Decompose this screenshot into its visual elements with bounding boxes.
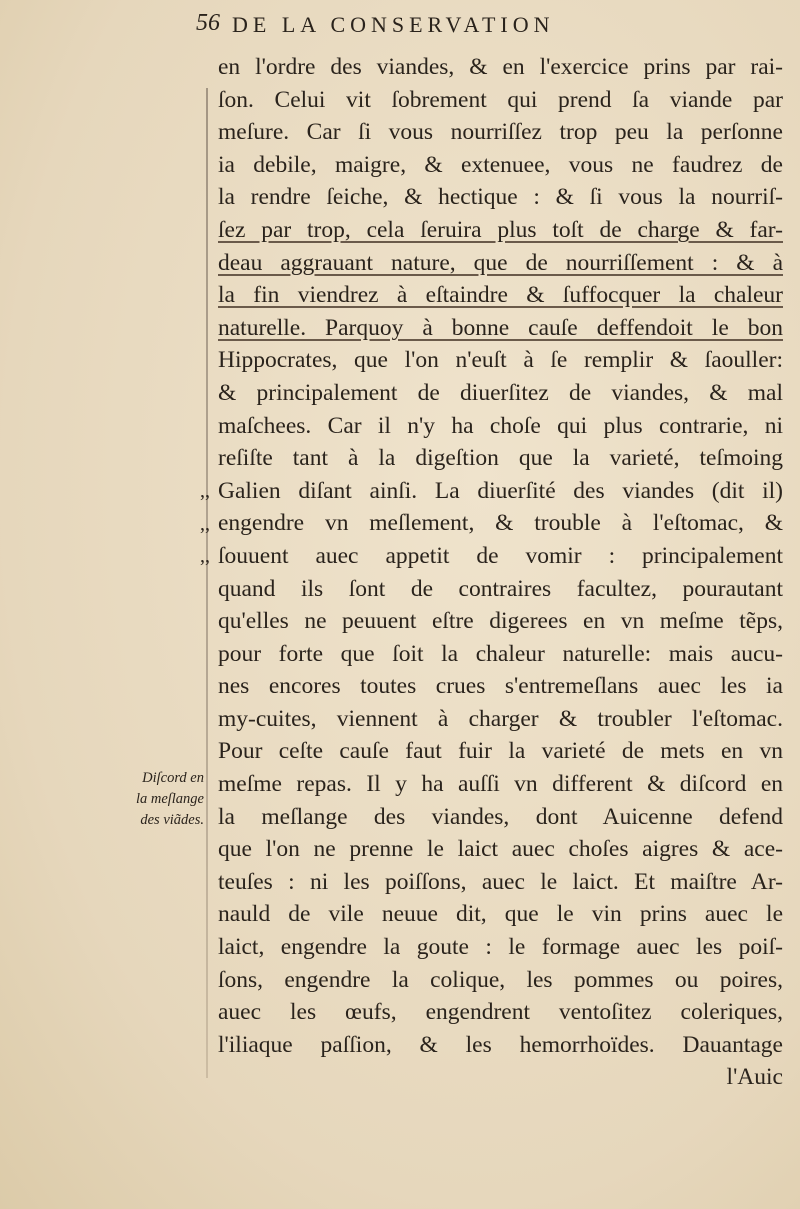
text-line: & principalement de diuerſitez de viandes, & mal: [218, 379, 783, 406]
marginal-note-line: la meſlange: [135, 791, 204, 807]
text-line: nauld de vile neuue dit, que le vin prins auec le: [218, 901, 783, 928]
text-line: deau aggrauant nature, que de nourriſſement : & à: [218, 249, 783, 276]
quote-marks: [176, 475, 210, 573]
text-line: quand ils ſont de contraires facultez, pourautant: [218, 575, 783, 602]
text-line: en l'ordre des viandes, & en l'exercice prins par rai-: [218, 54, 783, 80]
text-line: la rendre ſeiche, & hectique : & ſi vous la nourriſ-: [218, 184, 783, 211]
text-line: la meſlange des viandes, dont Auicenne defend: [218, 803, 783, 830]
text-line: maſchees. Car il n'y ha choſe qui plus contrarie, ni: [218, 412, 783, 439]
text-line: ſon. Celui vit ſobrement qui prend ſa viande par: [218, 86, 783, 113]
quote-mark: ,,: [200, 480, 210, 502]
text-line: ia debile, maigre, & extenuee, vous ne faudrez de: [218, 151, 783, 178]
text-line: ſouuent auec appetit de vomir : principalement: [218, 542, 783, 569]
text-line: la fin viendrez à eſtaindre & ſuffocquer la chaleur: [218, 282, 783, 309]
text-line: Galien diſant ainſi. La diuerſité des viandes (dit il): [218, 477, 783, 504]
page-header: [196, 10, 716, 44]
text-line: laict, engendre la goute : le formage auec les poiſ-: [218, 934, 783, 961]
text-line: meſure. Car ſi vous nourriſſez trop peu la perſonne: [218, 119, 783, 146]
running-head: DE LA CONSERVATION: [232, 12, 555, 37]
text-line: ſons, engendre la colique, les pommes ou poires,: [218, 966, 783, 993]
text-line: nes encores toutes crues s'entremeſlans auec les ia: [218, 673, 783, 700]
text-line: teuſes : ni les poiſſons, auec le laict. Et maiſtre Ar-: [218, 868, 783, 895]
text-line: ſez par trop, cela ſeruira plus toſt de charge & far-: [218, 216, 783, 243]
margin-rule: [206, 88, 208, 1078]
text-line: meſme repas. Il y ha auſſi vn different & diſcord en: [218, 771, 783, 798]
quote-mark: ,,: [200, 545, 210, 568]
text-line: Hippocrates, que l'on n'euſt à ſe remplir & ſaouller:: [218, 347, 783, 374]
marginal-note: [108, 768, 204, 831]
quote-mark: ,,: [200, 512, 210, 535]
text-line: naturelle. Parquoy à bonne cauſe deffendoit le bon: [218, 314, 783, 341]
catchword: l'Auic: [726, 1064, 783, 1091]
text-line: auec les œufs, engendrent ventoſitez coleriques,: [218, 999, 783, 1026]
text-line: pour forte que ſoit la chaleur naturelle: mais aucu-: [218, 640, 783, 667]
body-text: [218, 51, 783, 1094]
text-line: l'iliaque paſſion, & les hemorrhoïdes. Dauantage: [218, 1031, 783, 1058]
text-line: engendre vn meſlement, & trouble à l'eſtomac, &: [218, 510, 783, 537]
text-line: my-cuites, viennent à charger & troubler l'eſtomac.: [218, 705, 783, 732]
text-line: que l'on ne prenne le laict auec choſes aigres & ace-: [218, 836, 783, 863]
marginal-note-line: des viãdes.: [140, 812, 204, 828]
text-line: Pour ceſte cauſe faut fuir la varieté de mets en vn: [218, 738, 783, 765]
text-line: reſiſte tant à la digeſtion que la varieté, teſmoing: [218, 445, 783, 472]
marginal-note-line: Diſcord en: [142, 770, 204, 786]
page-number: 56: [196, 10, 220, 36]
text-line: qu'elles ne peuuent eſtre digerees en vn meſme tẽps,: [218, 608, 783, 635]
